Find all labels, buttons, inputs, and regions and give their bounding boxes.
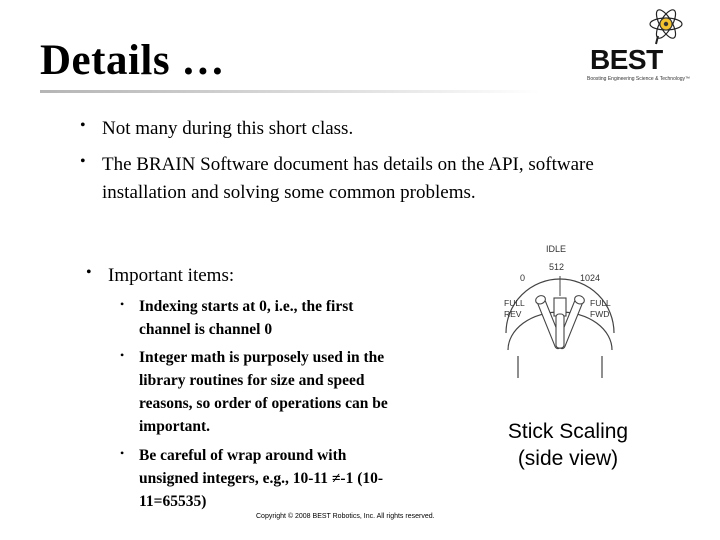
min-value-label: 0 <box>520 273 526 283</box>
sub-bullet-3: Be careful of wrap around with unsigned integers, e.g., 10-11 ≠-1 (10-11=65535) <box>139 447 384 510</box>
bullet-marker: • <box>80 153 86 170</box>
copyright-footer: Copyright © 2008 BEST Robotics, Inc. All rights reserved. <box>256 513 435 520</box>
bullet-1: Not many during this short class. <box>102 118 354 139</box>
sub-bullet-1: Indexing starts at 0, i.e., the first channel is channel 0 <box>139 298 354 338</box>
bullet-3: Important items: <box>108 265 235 286</box>
bullet-marker: • <box>86 264 92 281</box>
logo-tagline: Boosting Engineering Science & Technology™ <box>587 76 691 82</box>
full-fwd-label: FULL FWD <box>590 298 611 319</box>
sub-bullet-marker: • <box>120 297 125 311</box>
title-underline <box>40 90 540 93</box>
sub-bullet-marker: • <box>120 446 125 460</box>
sub-bullet-2: Integer math is purposely used in the library routines for size and speed reasons, so order of operations can be important. <box>139 349 388 435</box>
logo-wordmark: BEST <box>590 44 663 75</box>
max-value-label: 1024 <box>580 273 601 283</box>
full-rev-label: FULL REV <box>504 298 525 319</box>
slide-title: Details … <box>40 37 225 84</box>
sub-bullet-marker: • <box>120 348 125 362</box>
diagram-caption: Stick Scaling (side view) <box>507 420 629 470</box>
mid-value-label: 512 <box>549 262 565 272</box>
atom-gear-icon <box>648 6 684 46</box>
best-logo <box>584 6 704 88</box>
bullet-marker: • <box>80 117 86 134</box>
stick-scaling-diagram <box>498 238 620 378</box>
bullet-2: The BRAIN Software document has details on the API, software installation and solving some common problems. <box>102 154 594 203</box>
idle-label: IDLE <box>546 244 567 254</box>
